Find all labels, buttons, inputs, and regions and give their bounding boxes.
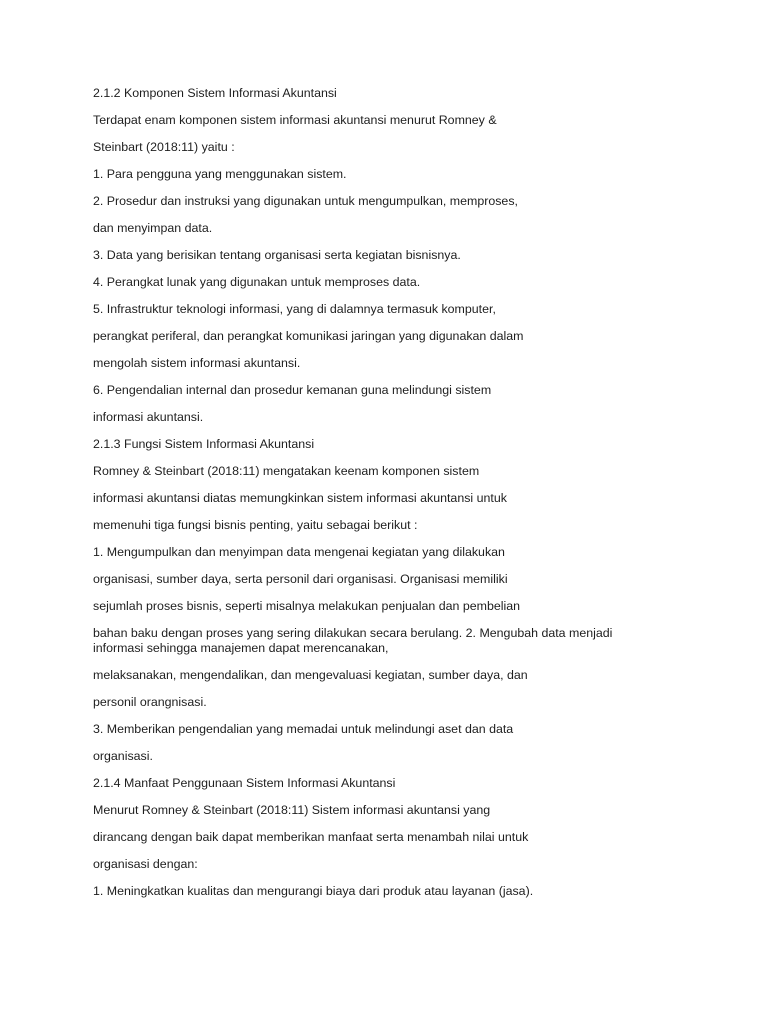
section-heading-2-1-3: 2.1.3 Fungsi Sistem Informasi Akuntansi <box>93 437 315 451</box>
list-item: 3. Data yang berisikan tentang organisasi serta kegiatan bisnisnya. <box>93 248 461 262</box>
list-item-continuation: melaksanakan, mengendalikan, dan mengevaluasi kegiatan, sumber daya, dan <box>93 668 528 682</box>
list-item-continuation: personil orangnisasi. <box>93 695 207 709</box>
list-item-continuation: perangkat periferal, dan perangkat komunikasi jaringan yang digunakan dalam <box>93 329 524 343</box>
paragraph-line: memenuhi tiga fungsi bisnis penting, yaitu sebagai berikut : <box>93 518 418 532</box>
list-item-continuation: dan menyimpan data. <box>93 221 213 235</box>
list-item: 1. Para pengguna yang menggunakan sistem. <box>93 167 347 181</box>
list-item: 5. Infrastruktur teknologi informasi, yang di dalamnya termasuk komputer, <box>93 302 496 316</box>
paragraph-line: Menurut Romney & Steinbart (2018:11) Sistem informasi akuntansi yang <box>93 803 491 817</box>
list-item: 6. Pengendalian internal dan prosedur kemanan guna melindungi sistem <box>93 383 492 397</box>
list-item-continuation: mengolah sistem informasi akuntansi. <box>93 356 301 370</box>
paragraph-line: informasi akuntansi diatas memungkinkan sistem informasi akuntansi untuk <box>93 491 507 505</box>
paragraph-line: dirancang dengan baik dapat memberikan manfaat serta menambah nilai untuk <box>93 830 529 844</box>
list-item-continuation: organisasi. <box>93 749 153 763</box>
paragraph-line: Romney & Steinbart (2018:11) mengatakan keenam komponen sistem <box>93 464 480 478</box>
list-item-continuation: sejumlah proses bisnis, seperti misalnya melakukan penjualan dan pembelian <box>93 599 521 613</box>
document-body <box>93 86 653 899</box>
list-item-continuation: organisasi, sumber daya, serta personil dari organisasi. Organisasi memiliki <box>93 572 508 586</box>
list-item: 1. Mengumpulkan dan menyimpan data mengenai kegiatan yang dilakukan <box>93 545 505 559</box>
paragraph-line: organisasi dengan: <box>93 857 198 871</box>
list-item-continuation: bahan baku dengan proses yang sering dilakukan secara berulang. 2. Mengubah data menjadi informasi sehingga manajemen dapat merencanakan, <box>93 626 613 655</box>
list-item: 1. Meningkatkan kualitas dan mengurangi biaya dari produk atau layanan (jasa). <box>93 884 534 898</box>
list-item: 4. Perangkat lunak yang digunakan untuk memproses data. <box>93 275 421 289</box>
section-heading-2-1-4: 2.1.4 Manfaat Penggunaan Sistem Informasi Akuntansi <box>93 776 396 790</box>
list-item: 3. Memberikan pengendalian yang memadai untuk melindungi aset dan data <box>93 722 514 736</box>
section-heading-2-1-2: 2.1.2 Komponen Sistem Informasi Akuntansi <box>93 86 337 100</box>
list-item-continuation: informasi akuntansi. <box>93 410 204 424</box>
paragraph-line: Steinbart (2018:11) yaitu : <box>93 140 235 154</box>
list-item: 2. Prosedur dan instruksi yang digunakan untuk mengumpulkan, memproses, <box>93 194 518 208</box>
paragraph-line: Terdapat enam komponen sistem informasi akuntansi menurut Romney & <box>93 113 497 127</box>
